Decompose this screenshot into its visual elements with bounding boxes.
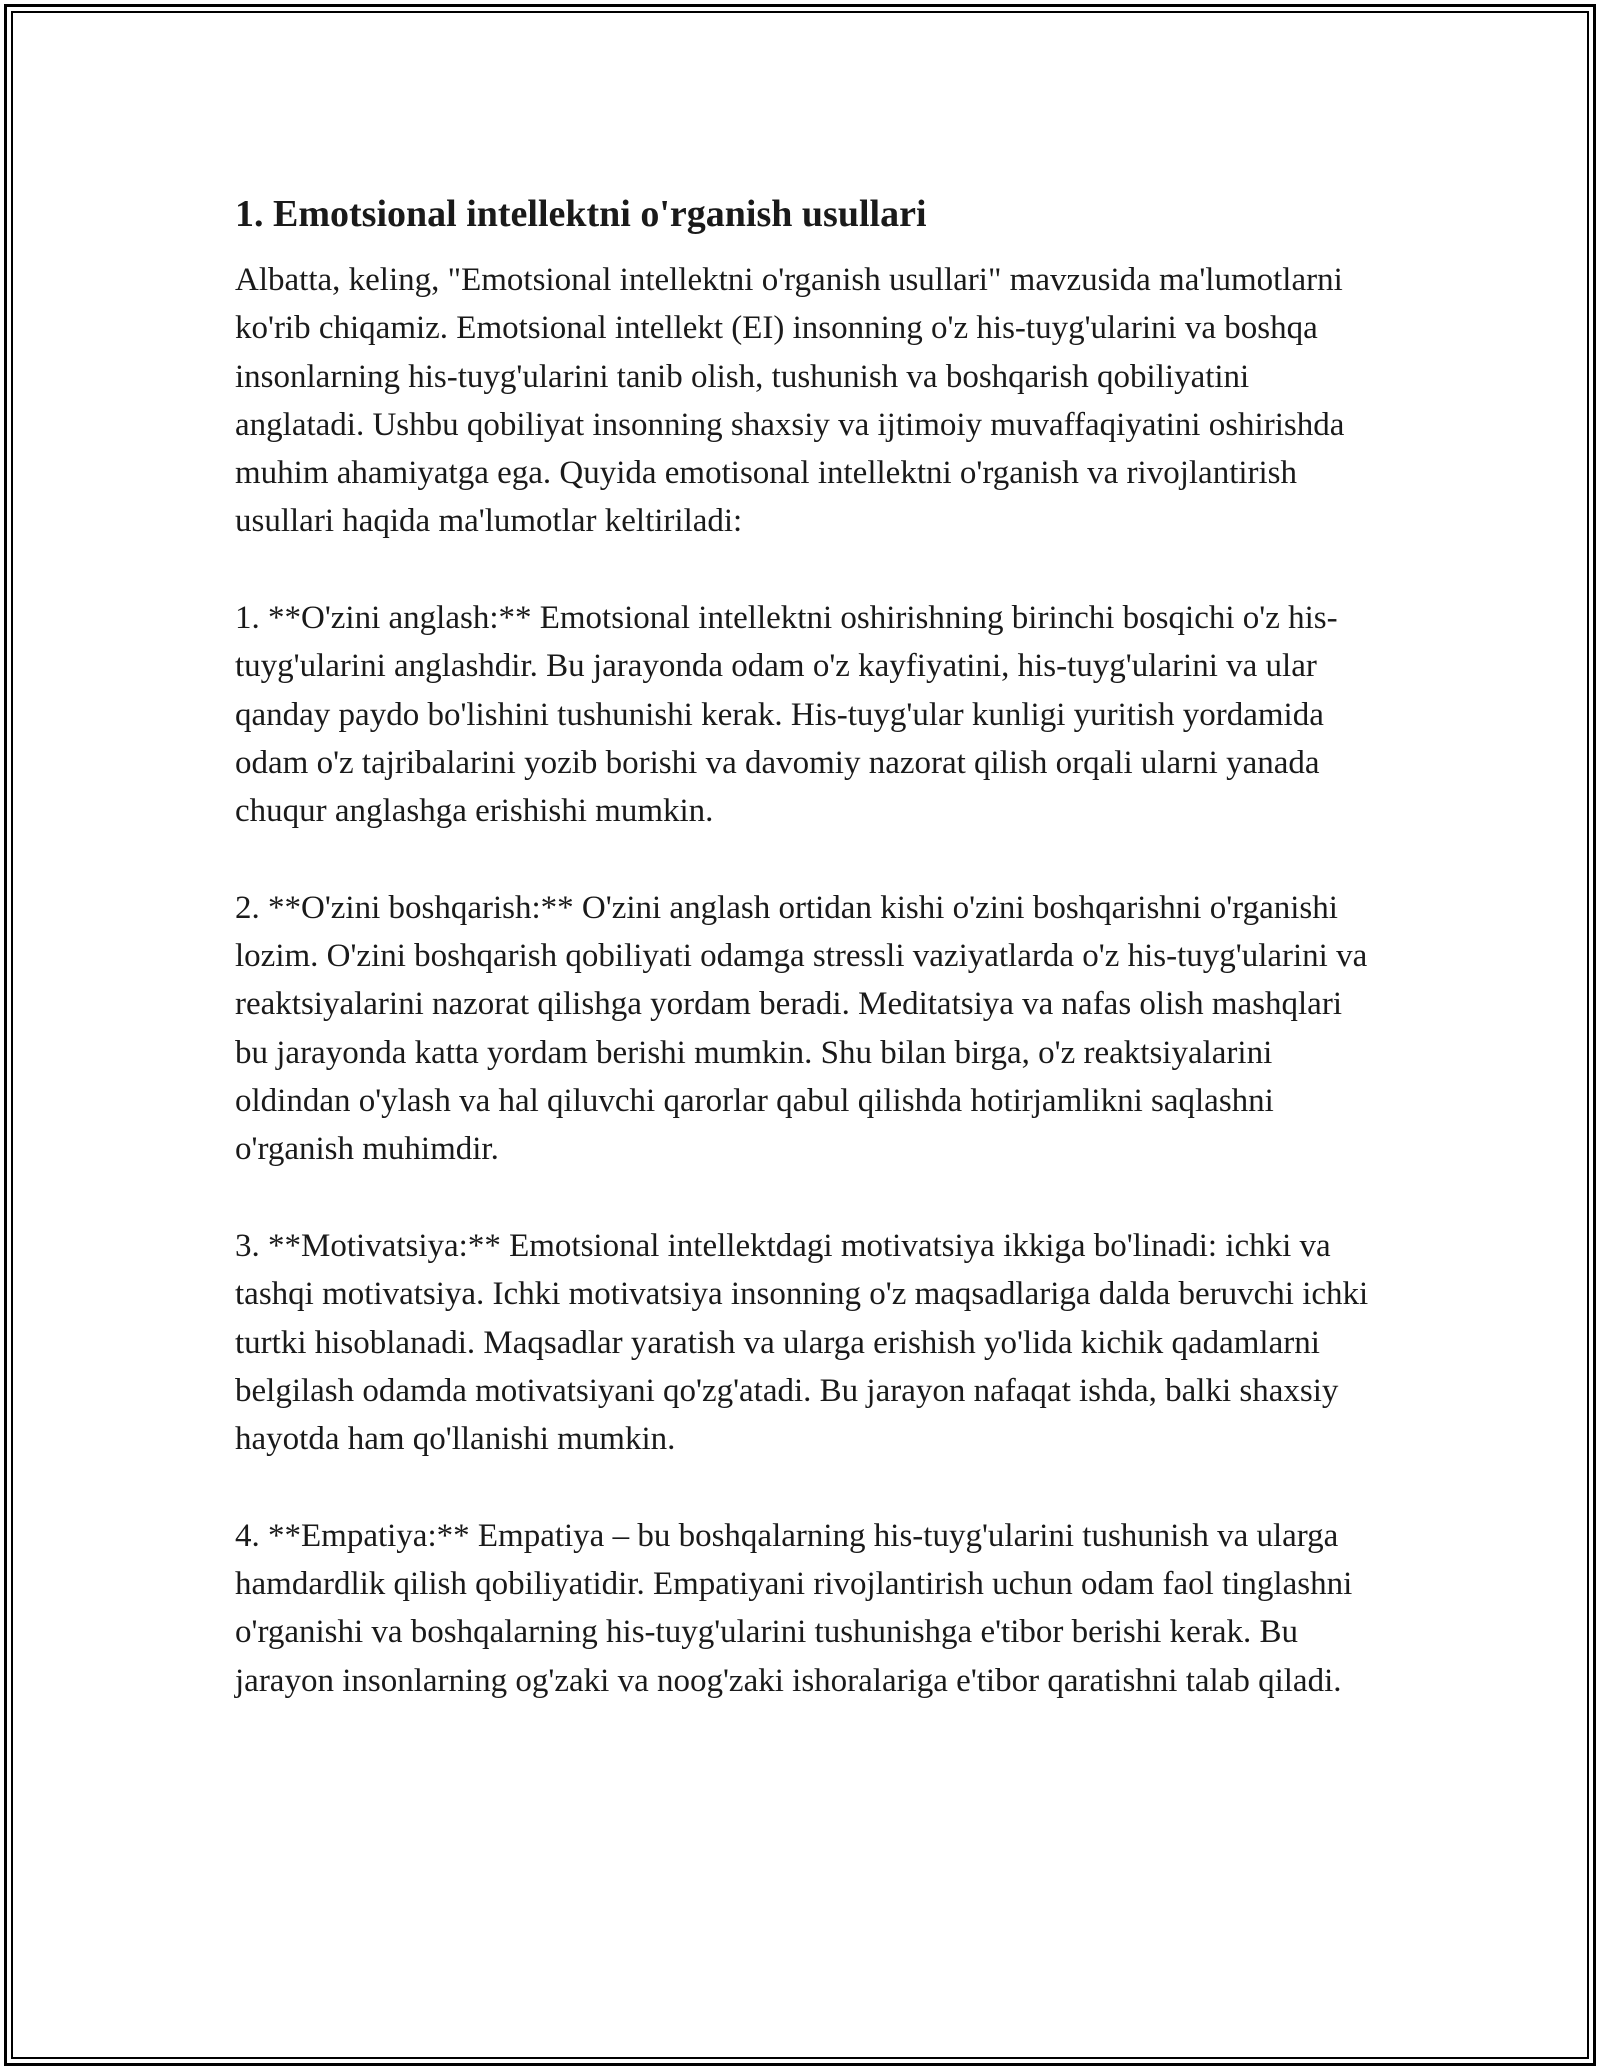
paragraph-empathy: 4. **Empatiya:** Empatiya – bu boshqalarning his-tuyg'ularini tushunish va ularga hamdardlik qilish qobiliyatidir. Empatiyani rivojlantirish uchun odam faol tinglashni o'rganishi va boshqalarning his-tuyg'ularini tushunishga e'tibor berishi kerak. Bu jarayon insonlarning og'zaki va noog'zaki ishoralariga e'tibor qaratishni talab qiladi.	[235, 1517, 1353, 1699]
paragraph-self-awareness: 1. **O'zini anglash:** Emotsional intellektni oshirishning birinchi bosqichi o'z his-tuyg'ularini anglashdir. Bu jarayonda odam o'z kayfiyatini, his-tuyg'ularini va ular qanday paydo bo'lishini tushunishi kerak. His-tuyg'ular kunligi yuritish yordamida odam o'z tajribalarini yozib borishi va davomiy nazorat qilish orqali ularni yanada chuqur anglashga erishishi mumkin.	[235, 600, 1338, 830]
document-title: 1. Emotsional intellektni o'rganish usullari	[235, 193, 927, 235]
paragraph-self-management: 2. **O'zini boshqarish:** O'zini anglash ortidan kishi o'zini boshqarishni o'rganishi lozim. O'zini boshqarish qobiliyati odamga stressli vaziyatlarda o'z his-tuyg'ularini va reaktsiyalarini nazorat qilishga yordam beradi. Meditatsiya va nafas olish mashqlari bu jarayonda katta yordam berishi mumkin. Shu bilan birga, o'z reaktsiyalarini oldindan o'ylash va hal qiluvchi qarorlar qabul qilishda hotirjamlikni saqlashni o'rganish muhimdir.	[235, 889, 1368, 1168]
intro-paragraph: Albatta, keling, "Emotsional intellektni o'rganish usullari" mavzusida ma'lumotlarni ko'rib chiqamiz. Emotsional intellekt (EI) insonning o'z his-tuyg'ularini va boshqa insonlarning his-tuyg'ularini tanib olish, tushunish va boshqarish qobiliyatini anglatadi. Ushbu qobiliyat insonning shaxsiy va ijtimoiy muvaffaqiyatini oshirishda muhim ahamiyatga ega. Quyida emotisonal intellektni o'rganish va rivojlantirish usullari haqida ma'lumotlar keltiriladi:	[235, 262, 1345, 540]
paragraph-motivation: 3. **Motivatsiya:** Emotsional intellektdagi motivatsiya ikkiga bo'linadi: ichki va tashqi motivatsiya. Ichki motivatsiya insonning o'z maqsadlariga dalda beruvchi ichki turtki hisoblanadi. Maqsadlar yaratish va ularga erishish yo'lida kichik qadamlarni belgilash odamda motivatsiyani qo'zg'atadi. Bu jarayon nafaqat ishda, balki shaxsiy hayotda ham qo'llanishi mumkin.	[235, 1227, 1369, 1458]
document-body	[235, 184, 1370, 1705]
